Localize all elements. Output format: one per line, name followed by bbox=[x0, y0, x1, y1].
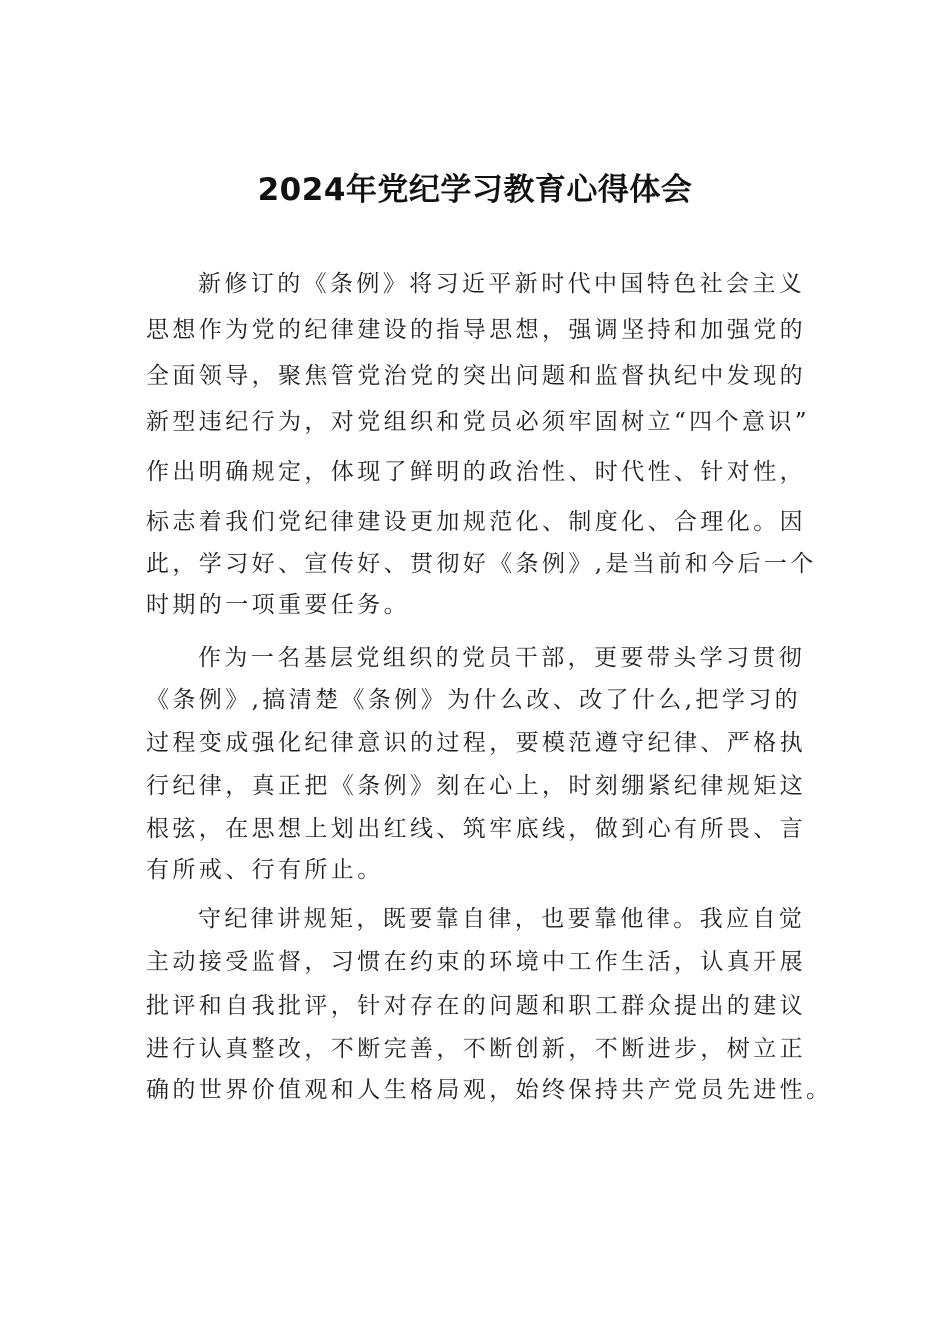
paragraph-2-line-6: 有所戒、行有所止。 bbox=[146, 857, 384, 883]
paragraph-2-line-1: 作为一名基层党组织的党员干部，更要带头学习贯彻 bbox=[198, 645, 806, 671]
paragraph-3-line-2: 主动接受监督，习惯在约束的环境中工作生活，认真开展 bbox=[146, 949, 806, 975]
paragraph-3-line-1: 守纪律讲规矩，既要靠自律，也要靠他律。我应自觉 bbox=[198, 906, 806, 932]
paragraph-1-line-6: 标志着我们党纪律建设更加规范化、制度化、合理化。因 bbox=[146, 509, 806, 535]
paragraph-2-line-2: 《条例》,搞清楚《条例》为什么改、改了什么,把学习的 bbox=[146, 687, 802, 713]
paragraph-1-line-7: 此，学习好、宣传好、贯彻好《条例》,是当前和今后一个 bbox=[146, 551, 817, 577]
paragraph-3-line-3: 批评和自我批评，针对存在的问题和职工群众提出的建议 bbox=[146, 993, 806, 1019]
paragraph-1-line-8: 时期的一项重要任务。 bbox=[146, 592, 410, 618]
paragraph-1-line-1: 新修订的《条例》将习近平新时代中国特色社会主义 bbox=[198, 271, 806, 297]
paragraph-2-line-4: 行纪律，真正把《条例》刻在心上，时刻绷紧纪律规矩这 bbox=[146, 773, 806, 799]
paragraph-3-line-4: 进行认真整改，不断完善，不断创新，不断进步，树立正 bbox=[146, 1036, 806, 1062]
paragraph-2-line-5: 根弦，在思想上划出红线、筑牢底线，做到心有所畏、言 bbox=[146, 816, 806, 842]
paragraph-1-line-2: 思想作为党的纪律建设的指导思想，强调坚持和加强党的 bbox=[146, 317, 806, 343]
document-title: 2024年党纪学习教育心得体会 bbox=[257, 172, 693, 208]
paragraph-2-line-3: 过程变成强化纪律意识的过程，要模范遵守纪律、严格执 bbox=[146, 730, 806, 756]
paragraph-1-line-5: 作出明确规定，体现了鲜明的政治性、时代性、针对性， bbox=[146, 459, 806, 485]
paragraph-3-line-5: 确的世界价值观和人生格局观，始终保持共产党员先进性。 bbox=[146, 1077, 833, 1103]
paragraph-1-line-3: 全面领导，聚焦管党治党的突出问题和监督执纪中发现的 bbox=[146, 363, 806, 389]
paragraph-1-line-4: 新型违纪行为，对党组织和党员必须牢固树立“四个意识” bbox=[146, 409, 810, 435]
